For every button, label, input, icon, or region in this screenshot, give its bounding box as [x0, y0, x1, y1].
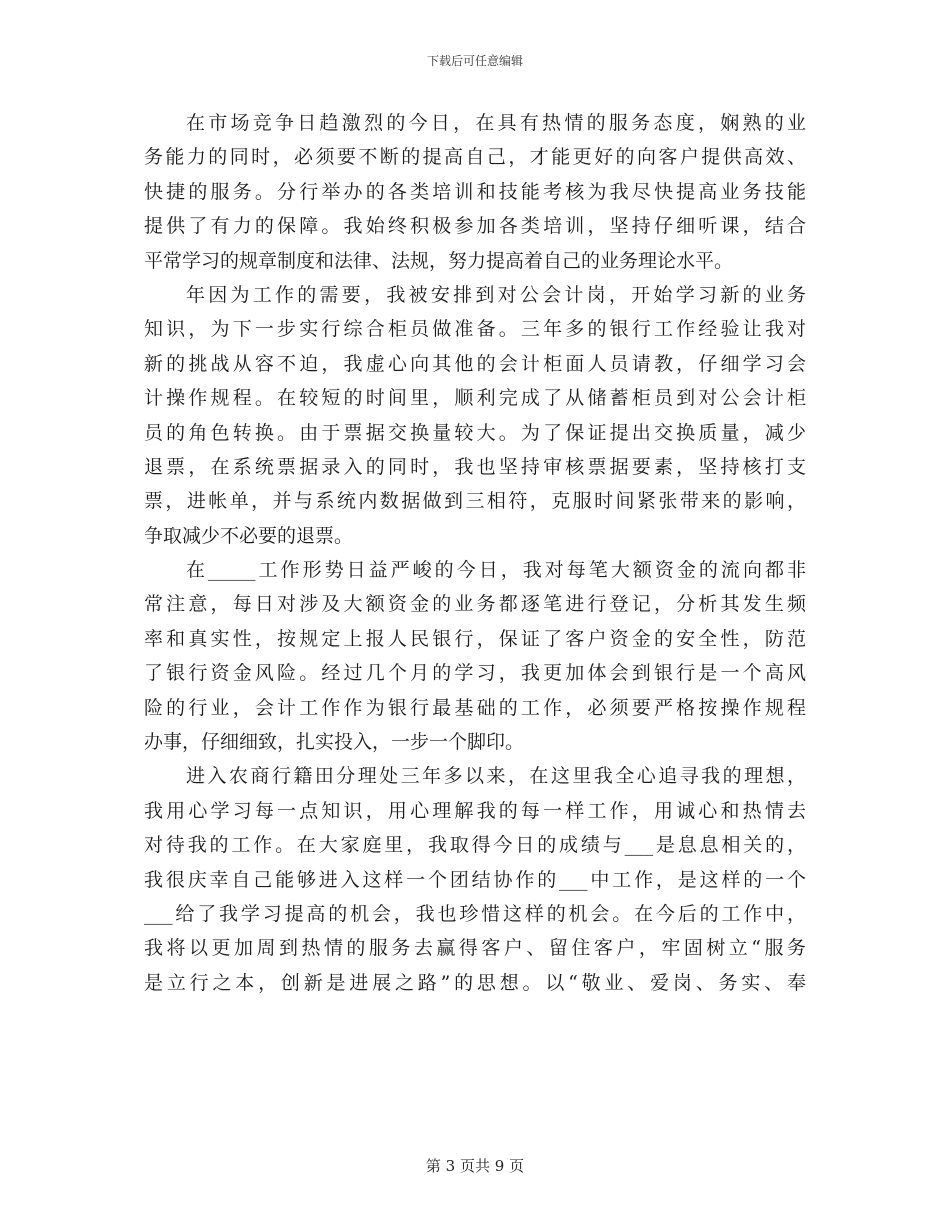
text-line: 我将以更加周到热情的服务去赢得客户、留住客户，牢固树立“服务 — [144, 937, 806, 960]
page-header: 下载后可任意编辑 — [426, 54, 523, 68]
page-number: 第 3 页共 9 页 — [425, 1157, 525, 1175]
text-line: 对待我的工作。在大家庭里，我取得今日的成绩与___是息息相关的， — [144, 834, 806, 857]
text-line: 争取减少不必要的退票。 — [144, 524, 354, 547]
text-line: 在_____工作形势日益严峻的今日，我对每笔大额资金的流向都非 — [186, 559, 806, 582]
text-line: ___给了我学习提高的机会，我也珍惜这样的机会。在今后的工作中， — [144, 902, 806, 925]
text-line: 在市场竞争日趋激烈的今日，在具有热情的服务态度，娴熟的业 — [186, 112, 806, 134]
text-line: 票，进帐单，并与系统内数据做到三相符，克服时间紧张带来的影响， — [144, 490, 806, 513]
text-line: 进入农商行籍田分理处三年多以来，在这里我全心追寻我的理想， — [186, 765, 806, 788]
text-line: 平常学习的规章制度和法律、法规，努力提高着自己的业务理论水平。 — [144, 249, 734, 272]
text-line: 退票，在系统票据录入的同时，我也坚持审核票据要素，坚持核打支 — [144, 455, 806, 478]
text-line: 我用心学习每一点知识，用心理解我的每一样工作，用诚心和热情去 — [144, 799, 806, 822]
text-line: 务能力的同时，必须要不断的提高自己，才能更好的向客户提供高效、 — [144, 146, 806, 169]
text-line: 险的行业，会计工作作为银行最基础的工作，必须要严格按操作规程 — [144, 696, 806, 719]
document-body — [144, 106, 806, 1000]
text-line: 计操作规程。在较短的时间里，顺利完成了从储蓄柜员到对公会计柜 — [144, 387, 806, 410]
text-line: 率和真实性，按规定上报人民银行，保证了客户资金的安全性，防范 — [144, 627, 806, 650]
text-line: 知识，为下一步实行综合柜员做准备。三年多的银行工作经验让我对 — [144, 318, 806, 341]
text-line: 新的挑战从容不迫，我虚心向其他的会计柜面人员请教，仔细学习会 — [144, 352, 806, 375]
text-line: 员的角色转换。由于票据交换量较大。为了保证提出交换质量，减少 — [144, 421, 806, 444]
text-line: 年因为工作的需要，我被安排到对公会计岗，开始学习新的业务 — [186, 283, 806, 306]
text-line: 办事，仔细细致，扎实投入，一步一个脚印。 — [144, 731, 525, 754]
text-line: 我很庆幸自己能够进入这样一个团结协作的___中工作，是这样的一个 — [144, 868, 806, 891]
text-line: 是立行之本，创新是进展之路”的思想。以“敬业、爱岗、务实、奉 — [144, 971, 806, 994]
text-line: 了银行资金风险。经过几个月的学习，我更加体会到银行是一个高风 — [144, 662, 806, 685]
text-line: 快捷的服务。分行举办的各类培训和技能考核为我尽快提高业务技能 — [144, 180, 806, 203]
text-line: 提供了有力的保障。我始终积极参加各类培训，坚持仔细听课，结合 — [144, 215, 806, 238]
text-line: 常注意，每日对涉及大额资金的业务都逐笔进行登记，分析其发生频 — [144, 593, 806, 616]
